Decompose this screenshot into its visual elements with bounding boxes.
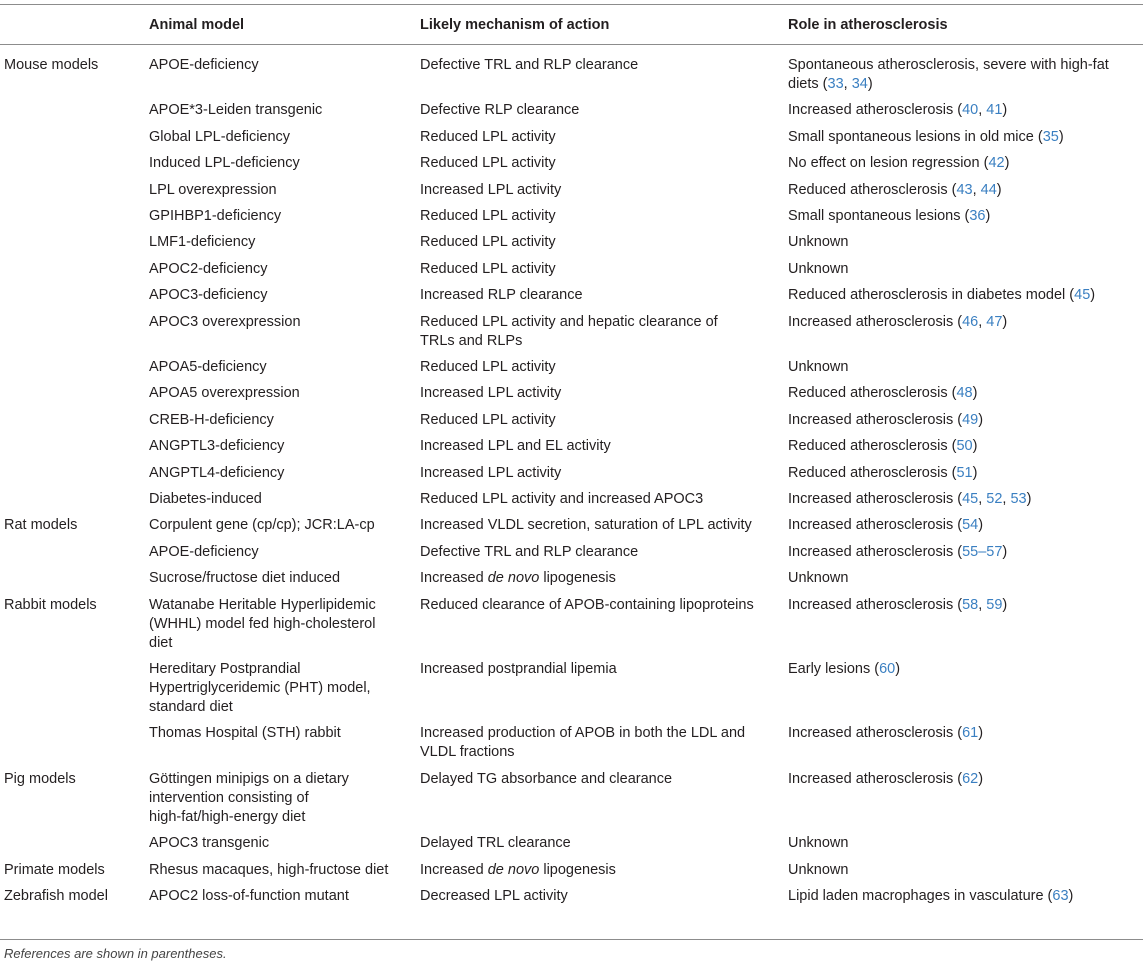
cell-mechanism: [420, 154, 780, 173]
group-text: Pig models: [4, 770, 76, 787]
mechanism-line: Decreased LPL activity: [420, 888, 568, 904]
reference-link[interactable]: 47: [986, 313, 1003, 330]
role-line: [788, 358, 1140, 377]
cell-role: [788, 660, 1140, 679]
header-rule: [0, 44, 1143, 45]
group-text: Mouse models: [4, 57, 99, 73]
cell-role: [788, 358, 1140, 377]
mechanism-line: Delayed TRL clearance: [420, 835, 571, 852]
role-line: [788, 834, 1140, 853]
role-line: [788, 724, 1140, 743]
role-line: [788, 286, 1140, 305]
cell-role: [788, 154, 1140, 173]
model-line: (WHHL) model fed high-cholesterol: [149, 615, 376, 632]
role-text: Increased atherosclerosis (: [788, 411, 963, 428]
mechanism-line: Increased RLP clearance: [420, 287, 583, 304]
cell-animal-model: [149, 181, 411, 200]
role-text: diets (: [788, 76, 828, 92]
role-text: ): [1068, 888, 1074, 904]
reference-link[interactable]: 43: [956, 181, 973, 198]
role-line: [788, 384, 1140, 403]
cell-animal-model: [149, 286, 411, 305]
model-line: APOC2-deficiency: [149, 260, 268, 277]
reference-link[interactable]: 59: [986, 596, 1003, 613]
role-line: [788, 660, 1140, 679]
row-group-label: [4, 596, 144, 615]
model-line: Watanabe Heritable Hyperlipidemic: [149, 596, 376, 613]
reference-link[interactable]: 44: [980, 181, 997, 198]
role-line: [788, 128, 1140, 147]
model-line: Hereditary Postprandial: [149, 661, 301, 677]
reference-link[interactable]: 45: [1074, 287, 1091, 304]
model-line: Hypertriglyceridemic (PHT) model,: [149, 680, 371, 696]
role-line: [788, 233, 1140, 252]
role-text: Unknown: [788, 359, 849, 375]
group-text: Zebrafish model: [4, 888, 108, 904]
cell-animal-model: [149, 660, 411, 717]
reference-link[interactable]: 58: [962, 596, 979, 613]
role-text: ,: [978, 313, 987, 330]
model-line: ANGPTL4-deficiency: [149, 464, 285, 481]
top-rule: [0, 4, 1143, 5]
model-line: ANGPTL3-deficiency: [149, 438, 285, 455]
role-text: ): [867, 76, 873, 92]
role-text: ): [1002, 102, 1008, 119]
cell-role: [788, 516, 1140, 535]
cell-role: [788, 181, 1140, 200]
role-line: [788, 464, 1140, 483]
italic-term: de novo: [487, 570, 540, 587]
role-line: [788, 181, 1140, 200]
cell-mechanism: [420, 437, 780, 456]
row-group-label: [4, 887, 144, 906]
reference-link[interactable]: 53: [1010, 491, 1027, 507]
cell-animal-model: [149, 516, 411, 535]
role-text: Increased atherosclerosis (: [788, 491, 963, 507]
role-text: Unknown: [788, 861, 849, 878]
cell-role: [788, 464, 1140, 483]
cell-animal-model: [149, 154, 411, 173]
cell-animal-model: [149, 233, 411, 252]
cell-role: [788, 411, 1140, 430]
role-text: ,: [1002, 491, 1011, 507]
cell-role: [788, 596, 1140, 615]
cell-animal-model: [149, 770, 411, 827]
cell-mechanism: [420, 181, 780, 200]
mechanism-line: Defective RLP clearance: [420, 102, 580, 119]
cell-mechanism: [420, 128, 780, 147]
reference-link[interactable]: 61: [962, 725, 979, 742]
cell-mechanism: [420, 724, 780, 762]
cell-mechanism: [420, 887, 780, 906]
cell-role: [788, 569, 1140, 588]
mechanism-line: Increased LPL activity: [420, 181, 562, 198]
mechanism-line: Defective TRL and RLP clearance: [420, 57, 639, 73]
model-line: Rhesus macaques, high-fructose diet: [149, 861, 389, 878]
role-text: ): [1004, 155, 1010, 172]
mechanism-line: Increased VLDL secretion, saturation of LPL activity: [420, 517, 752, 534]
cell-role: [788, 207, 1140, 226]
reference-link[interactable]: 52: [986, 491, 1003, 507]
role-text: Increased atherosclerosis (: [788, 770, 963, 787]
role-text: Reduced atherosclerosis (: [788, 385, 957, 402]
cell-animal-model: [149, 411, 411, 430]
role-text: ): [978, 770, 984, 787]
role-line: [788, 490, 1140, 509]
mechanism-text: Increased: [420, 570, 488, 587]
cell-animal-model: [149, 313, 411, 332]
role-text: ): [985, 208, 991, 224]
role-text: ): [1090, 287, 1096, 304]
role-text: Reduced atherosclerosis (: [788, 438, 957, 455]
role-text: ): [1058, 128, 1064, 145]
role-line: [788, 887, 1140, 906]
model-line: diet: [149, 634, 173, 651]
model-line: APOE*3-Leiden transgenic: [149, 102, 323, 119]
role-text: Reduced atherosclerosis in diabetes model (: [788, 287, 1075, 304]
header-animal-model: Animal model: [149, 17, 245, 33]
model-line: APOC2 loss-of-function mutant: [149, 888, 349, 904]
mechanism-line: Reduced LPL activity: [420, 260, 556, 277]
cell-animal-model: [149, 260, 411, 279]
role-text: ,: [843, 76, 852, 92]
role-line: [788, 770, 1140, 789]
role-text: ): [1026, 491, 1032, 507]
model-line: LPL overexpression: [149, 181, 277, 198]
reference-link[interactable]: 51: [956, 464, 973, 481]
reference-link[interactable]: 36: [969, 208, 986, 224]
mechanism-line: Reduced LPL activity: [420, 359, 556, 375]
role-text: ): [895, 661, 901, 677]
reference-link[interactable]: 40: [962, 102, 979, 119]
model-line: Sucrose/fructose diet induced: [149, 570, 341, 587]
model-line: high-fat/high-energy diet: [149, 808, 306, 825]
table-footnote: References are shown in parentheses.: [4, 946, 227, 961]
cell-mechanism: [420, 411, 780, 430]
model-line: APOE-deficiency: [149, 57, 259, 73]
group-text: Rabbit models: [4, 596, 97, 613]
cell-animal-model: [149, 569, 411, 588]
group-text: Primate models: [4, 861, 105, 878]
row-group-label: [4, 861, 144, 880]
cell-mechanism: [420, 543, 780, 562]
cell-animal-model: [149, 358, 411, 377]
model-line: Global LPL-deficiency: [149, 128, 291, 145]
reference-link[interactable]: 60: [879, 661, 896, 677]
role-text: ): [996, 181, 1002, 198]
role-text: Increased atherosclerosis (: [788, 543, 963, 560]
role-text: Early lesions (: [788, 661, 880, 677]
role-text: Lipid laden macrophages in vasculature (: [788, 888, 1053, 904]
role-text: Increased atherosclerosis (: [788, 102, 963, 119]
role-line: [788, 75, 1140, 94]
model-line: intervention consisting of: [149, 789, 309, 806]
row-group-label: [4, 516, 144, 535]
model-line: CREB-H-deficiency: [149, 411, 274, 428]
role-text: Spontaneous atherosclerosis, severe with high-fat: [788, 57, 1109, 73]
italic-term: de novo: [487, 861, 540, 878]
role-line: [788, 101, 1140, 120]
cell-mechanism: [420, 207, 780, 226]
reference-link[interactable]: 63: [1052, 888, 1069, 904]
cell-mechanism: [420, 286, 780, 305]
model-line: Thomas Hospital (STH) rabbit: [149, 725, 341, 742]
role-text: Reduced atherosclerosis (: [788, 464, 957, 481]
model-line: APOA5 overexpression: [149, 385, 300, 402]
reference-link[interactable]: 46: [962, 313, 979, 330]
role-text: Unknown: [788, 234, 849, 251]
mechanism-line: TRLs and RLPs: [420, 332, 523, 349]
mechanism-line: Reduced clearance of APOB-containing lipoproteins: [420, 596, 754, 613]
mechanism-line: Increased LPL activity: [420, 385, 562, 402]
role-text: ): [972, 385, 978, 402]
role-line: [788, 596, 1140, 615]
role-text: No effect on lesion regression (: [788, 155, 989, 172]
row-group-label: [4, 770, 144, 789]
cell-mechanism: [420, 516, 780, 535]
cell-mechanism: [420, 834, 780, 853]
reference-link[interactable]: 54: [962, 517, 979, 534]
mechanism-line: Increased LPL activity: [420, 464, 562, 481]
role-text: Reduced atherosclerosis (: [788, 181, 957, 198]
reference-link[interactable]: 55–57: [962, 543, 1003, 560]
role-line: [788, 207, 1140, 226]
role-text: ): [972, 464, 978, 481]
cell-role: [788, 128, 1140, 147]
role-line: [788, 411, 1140, 430]
cell-role: [788, 490, 1140, 509]
model-line: LMF1-deficiency: [149, 234, 256, 251]
mechanism-text: lipogenesis: [539, 570, 616, 587]
cell-mechanism: [420, 660, 780, 679]
role-text: ,: [978, 596, 987, 613]
cell-mechanism: [420, 358, 780, 377]
reference-link[interactable]: 42: [988, 155, 1005, 172]
role-text: Small spontaneous lesions (: [788, 208, 970, 224]
cell-role: [788, 286, 1140, 305]
cell-mechanism: [420, 596, 780, 615]
model-line: Göttingen minipigs on a dietary: [149, 770, 349, 787]
cell-role: [788, 56, 1140, 94]
cell-role: [788, 313, 1140, 332]
mechanism-line: Defective TRL and RLP clearance: [420, 543, 639, 560]
role-text: ): [978, 725, 984, 742]
cell-mechanism: [420, 313, 780, 351]
mechanism-line: Reduced LPL activity: [420, 234, 556, 251]
role-text: Unknown: [788, 835, 849, 852]
role-line: [788, 154, 1140, 173]
mechanism-line: Reduced LPL activity and hepatic clearance of: [420, 313, 718, 330]
cell-mechanism: [420, 569, 780, 588]
role-text: ,: [978, 102, 987, 119]
reference-link[interactable]: 48: [956, 385, 973, 402]
cell-mechanism: [420, 233, 780, 252]
model-line: APOC3 overexpression: [149, 313, 301, 330]
cell-animal-model: [149, 724, 411, 743]
cell-role: [788, 543, 1140, 562]
cell-role: [788, 724, 1140, 743]
row-group-label: [4, 56, 144, 75]
role-line: [788, 861, 1140, 880]
role-text: ): [1002, 313, 1008, 330]
role-text: Increased atherosclerosis (: [788, 725, 963, 742]
mechanism-line: Delayed TG absorbance and clearance: [420, 770, 673, 787]
cell-animal-model: [149, 56, 411, 75]
header-mechanism: Likely mechanism of action: [420, 17, 610, 33]
cell-mechanism: [420, 861, 780, 880]
mechanism-line: Reduced LPL activity: [420, 128, 556, 145]
role-text: ): [972, 438, 978, 455]
reference-link[interactable]: 33: [827, 76, 844, 92]
cell-animal-model: [149, 437, 411, 456]
role-text: ,: [978, 491, 987, 507]
role-text: ): [1002, 596, 1008, 613]
cell-role: [788, 233, 1140, 252]
role-text: Increased atherosclerosis (: [788, 596, 963, 613]
reference-link[interactable]: 41: [986, 102, 1003, 119]
role-line: [788, 516, 1140, 535]
cell-role: [788, 437, 1140, 456]
role-text: ): [1002, 543, 1008, 560]
cell-role: [788, 770, 1140, 789]
group-text: Rat models: [4, 517, 78, 534]
cell-animal-model: [149, 384, 411, 403]
mechanism-line: VLDL fractions: [420, 744, 515, 761]
cell-animal-model: [149, 464, 411, 483]
cell-role: [788, 834, 1140, 853]
cell-mechanism: [420, 56, 780, 75]
mechanism-line: Increased production of APOB in both the LDL and: [420, 725, 746, 742]
role-line: [788, 56, 1140, 75]
cell-animal-model: [149, 834, 411, 853]
role-line: [788, 569, 1140, 588]
role-text: Small spontaneous lesions in old mice (: [788, 128, 1043, 145]
reference-link[interactable]: 62: [962, 770, 979, 787]
model-line: APOC3-deficiency: [149, 287, 268, 304]
role-text: Unknown: [788, 260, 849, 277]
role-text: ,: [972, 181, 981, 198]
cell-animal-model: [149, 490, 411, 509]
reference-link[interactable]: 49: [962, 411, 979, 428]
role-text: Increased atherosclerosis (: [788, 313, 963, 330]
role-text: Increased atherosclerosis (: [788, 517, 963, 534]
cell-animal-model: [149, 128, 411, 147]
role-line: [788, 437, 1140, 456]
cell-animal-model: [149, 101, 411, 120]
bottom-rule: [0, 939, 1143, 940]
mechanism-line: Increased LPL and EL activity: [420, 438, 611, 455]
role-text: Unknown: [788, 570, 849, 587]
role-text: ): [978, 411, 984, 428]
cell-role: [788, 260, 1140, 279]
cell-animal-model: [149, 861, 411, 880]
table-header-row: [0, 16, 1143, 36]
cell-animal-model: [149, 543, 411, 562]
model-line: Induced LPL-deficiency: [149, 155, 300, 172]
cell-mechanism: [420, 101, 780, 120]
cell-role: [788, 861, 1140, 880]
mechanism-line: Reduced LPL activity and increased APOC3: [420, 491, 704, 507]
reference-link[interactable]: 35: [1042, 128, 1059, 145]
model-line: GPIHBP1-deficiency: [149, 208, 282, 224]
role-text: ): [978, 517, 984, 534]
mechanism-line: [420, 569, 780, 588]
reference-link[interactable]: 50: [956, 438, 973, 455]
mechanism-line: Reduced LPL activity: [420, 411, 556, 428]
cell-mechanism: [420, 260, 780, 279]
model-line: Diabetes-induced: [149, 491, 262, 507]
cell-role: [788, 887, 1140, 906]
mechanism-line: Reduced LPL activity: [420, 155, 556, 172]
cell-animal-model: [149, 207, 411, 226]
cell-mechanism: [420, 490, 780, 509]
mechanism-line: [420, 861, 780, 880]
model-line: APOA5-deficiency: [149, 359, 267, 375]
reference-link[interactable]: 34: [851, 76, 868, 92]
model-line: APOE-deficiency: [149, 543, 259, 560]
cell-mechanism: [420, 464, 780, 483]
model-line: Corpulent gene (cp/cp); JCR:LA-cp: [149, 517, 375, 534]
cell-animal-model: [149, 596, 411, 653]
mechanism-text: lipogenesis: [539, 861, 616, 878]
cell-animal-model: [149, 887, 411, 906]
cell-mechanism: [420, 384, 780, 403]
reference-link[interactable]: 45: [962, 491, 979, 507]
cell-mechanism: [420, 770, 780, 789]
role-line: [788, 313, 1140, 332]
model-line: APOC3 transgenic: [149, 835, 270, 852]
role-line: [788, 543, 1140, 562]
mechanism-line: Reduced LPL activity: [420, 208, 556, 224]
cell-role: [788, 101, 1140, 120]
role-line: [788, 260, 1140, 279]
mechanism-line: Increased postprandial lipemia: [420, 661, 617, 677]
model-line: standard diet: [149, 699, 233, 715]
cell-role: [788, 384, 1140, 403]
header-role: Role in atherosclerosis: [788, 17, 948, 33]
mechanism-text: Increased: [420, 861, 488, 878]
